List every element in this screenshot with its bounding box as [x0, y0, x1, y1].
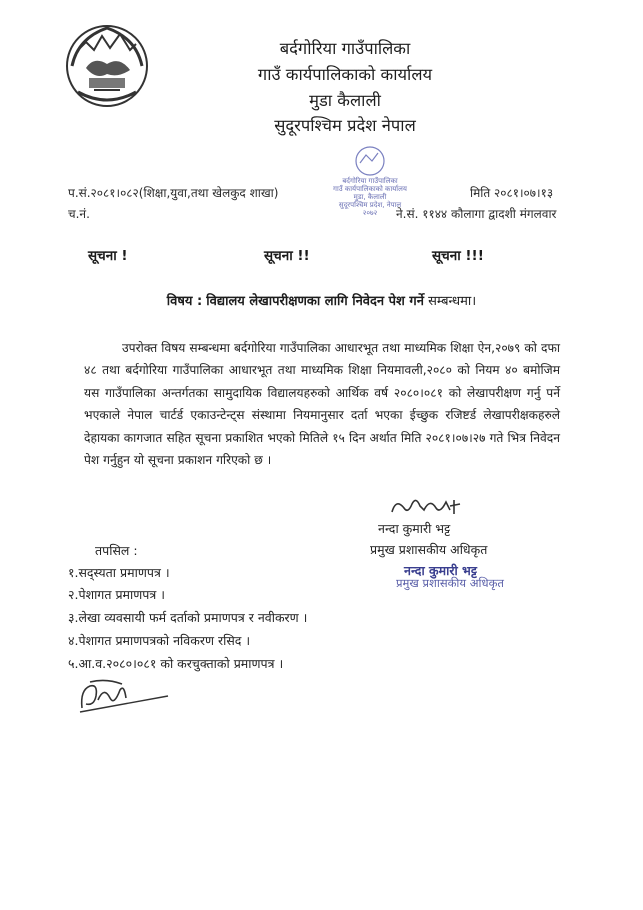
subject-label: विषय : [166, 294, 203, 309]
nepal-sambat-date: ने.सं. ११४४ कौलागा द्वादशी मंगलवार [396, 207, 557, 221]
seal-line4: सुदूरपश्चिम प्रदेश, नेपाल [338, 201, 402, 209]
subject-line [0, 291, 643, 309]
office-name: बर्दगोरिया गाउँपालिका [279, 39, 411, 58]
office-province: सुदूरपश्चिम प्रदेश नेपाल [274, 116, 416, 135]
signature-mark [388, 494, 468, 520]
list-item: ३.लेखा व्यवसायी फर्म दर्ताको प्रमाणपत्र र नवीकरण । [68, 610, 308, 625]
signatory-stamp-name: नन्दा कुमारी भट्ट [404, 563, 477, 578]
list-item: २.पेशागत प्रमाणपत्र । [68, 587, 166, 602]
notice-heading-2: सूचना !! [264, 248, 310, 264]
notice-heading-3: सूचना !!! [432, 248, 484, 264]
seal-line3: मुडा, कैलाली [353, 193, 387, 201]
attachments-list [68, 564, 408, 674]
office-seal [300, 133, 440, 215]
office-subname: गाउँ कार्यपालिकाको कार्यालय [257, 65, 433, 84]
list-item: १.सद्स्यता प्रमाणपत्र । [68, 565, 170, 580]
reference-number: प.सं.२०८१।०८२(शिक्षा,युवा,तथा खेलकुद शाखा) [68, 186, 279, 200]
notice-body: उपरोक्त विषय सम्बन्धमा बर्दगोरिया गाउँपालिका आधारभूत तथा माध्यमिक शिक्षा ऐन,२०७९ को दफा ४८ तथा बर्दगोरिया गाउँपालिका आधारभूत तथा माध्यमिक शिक्षा नियमावली,२०८० को नियम ४० बमोजिम यस गाउँपालिका अन्तर्गतका सामुदायिक विद्यालयहरुको आर्थिक वर्ष २०८०।०८१ को लेखापरीक्षण गर्नु पर्ने भएकाले नेपाल चार्टर्ड एकाउन्टेन्ट्स संस्थामा नियमानुसार दर्ता भएका ईच्छुक रजिष्टर्ड लेखापरीक्षकहरुले देहायका कागजात सहित सूचना प्रकाशित भएको मितिले १५ दिन अर्थात मिति २०८१।०७।२७ गते भित्र निवेदन पेश गर्नुहुन यो सूचना प्रकाशन गरिएको छ । [84, 341, 560, 468]
seal-line2: गाउँ कार्यपालिकाको कार्यालय [333, 185, 407, 193]
initials-mark [76, 676, 172, 716]
attachments-heading: तपसिल : [95, 543, 138, 558]
signatory-title: प्रमुख प्रशासकीय अधिकृत [370, 542, 488, 557]
list-item: ५.आ.व.२०८०।०८१ को करचुक्ताको प्रमाणपत्र । [68, 656, 284, 671]
subject-title: विद्यालय लेखापरीक्षणका लागि निवेदन पेश गर्ने [206, 294, 424, 309]
list-item: ४.पेशागत प्रमाणपत्रको नविकरण रसिद । [68, 633, 251, 648]
seal-year: २०७२ [362, 209, 378, 215]
dispatch-number: च.नं. [68, 207, 90, 221]
letter-date: मिति २०८१।०७।१३ [470, 186, 554, 200]
seal-line1: बर्दगोरिया गाउँपालिका [342, 177, 398, 185]
signatory-stamp-title: प्रमुख प्रशासकीय अधिकृत [396, 576, 504, 590]
notice-heading-1: सूचना ! [88, 248, 128, 264]
subject-suffix: सम्बन्धमा। [428, 294, 477, 309]
office-district: मुडा कैलाली [309, 91, 381, 110]
signatory-name: नन्दा कुमारी भट्ट [378, 521, 451, 536]
nepal-emblem-icon [64, 20, 150, 110]
